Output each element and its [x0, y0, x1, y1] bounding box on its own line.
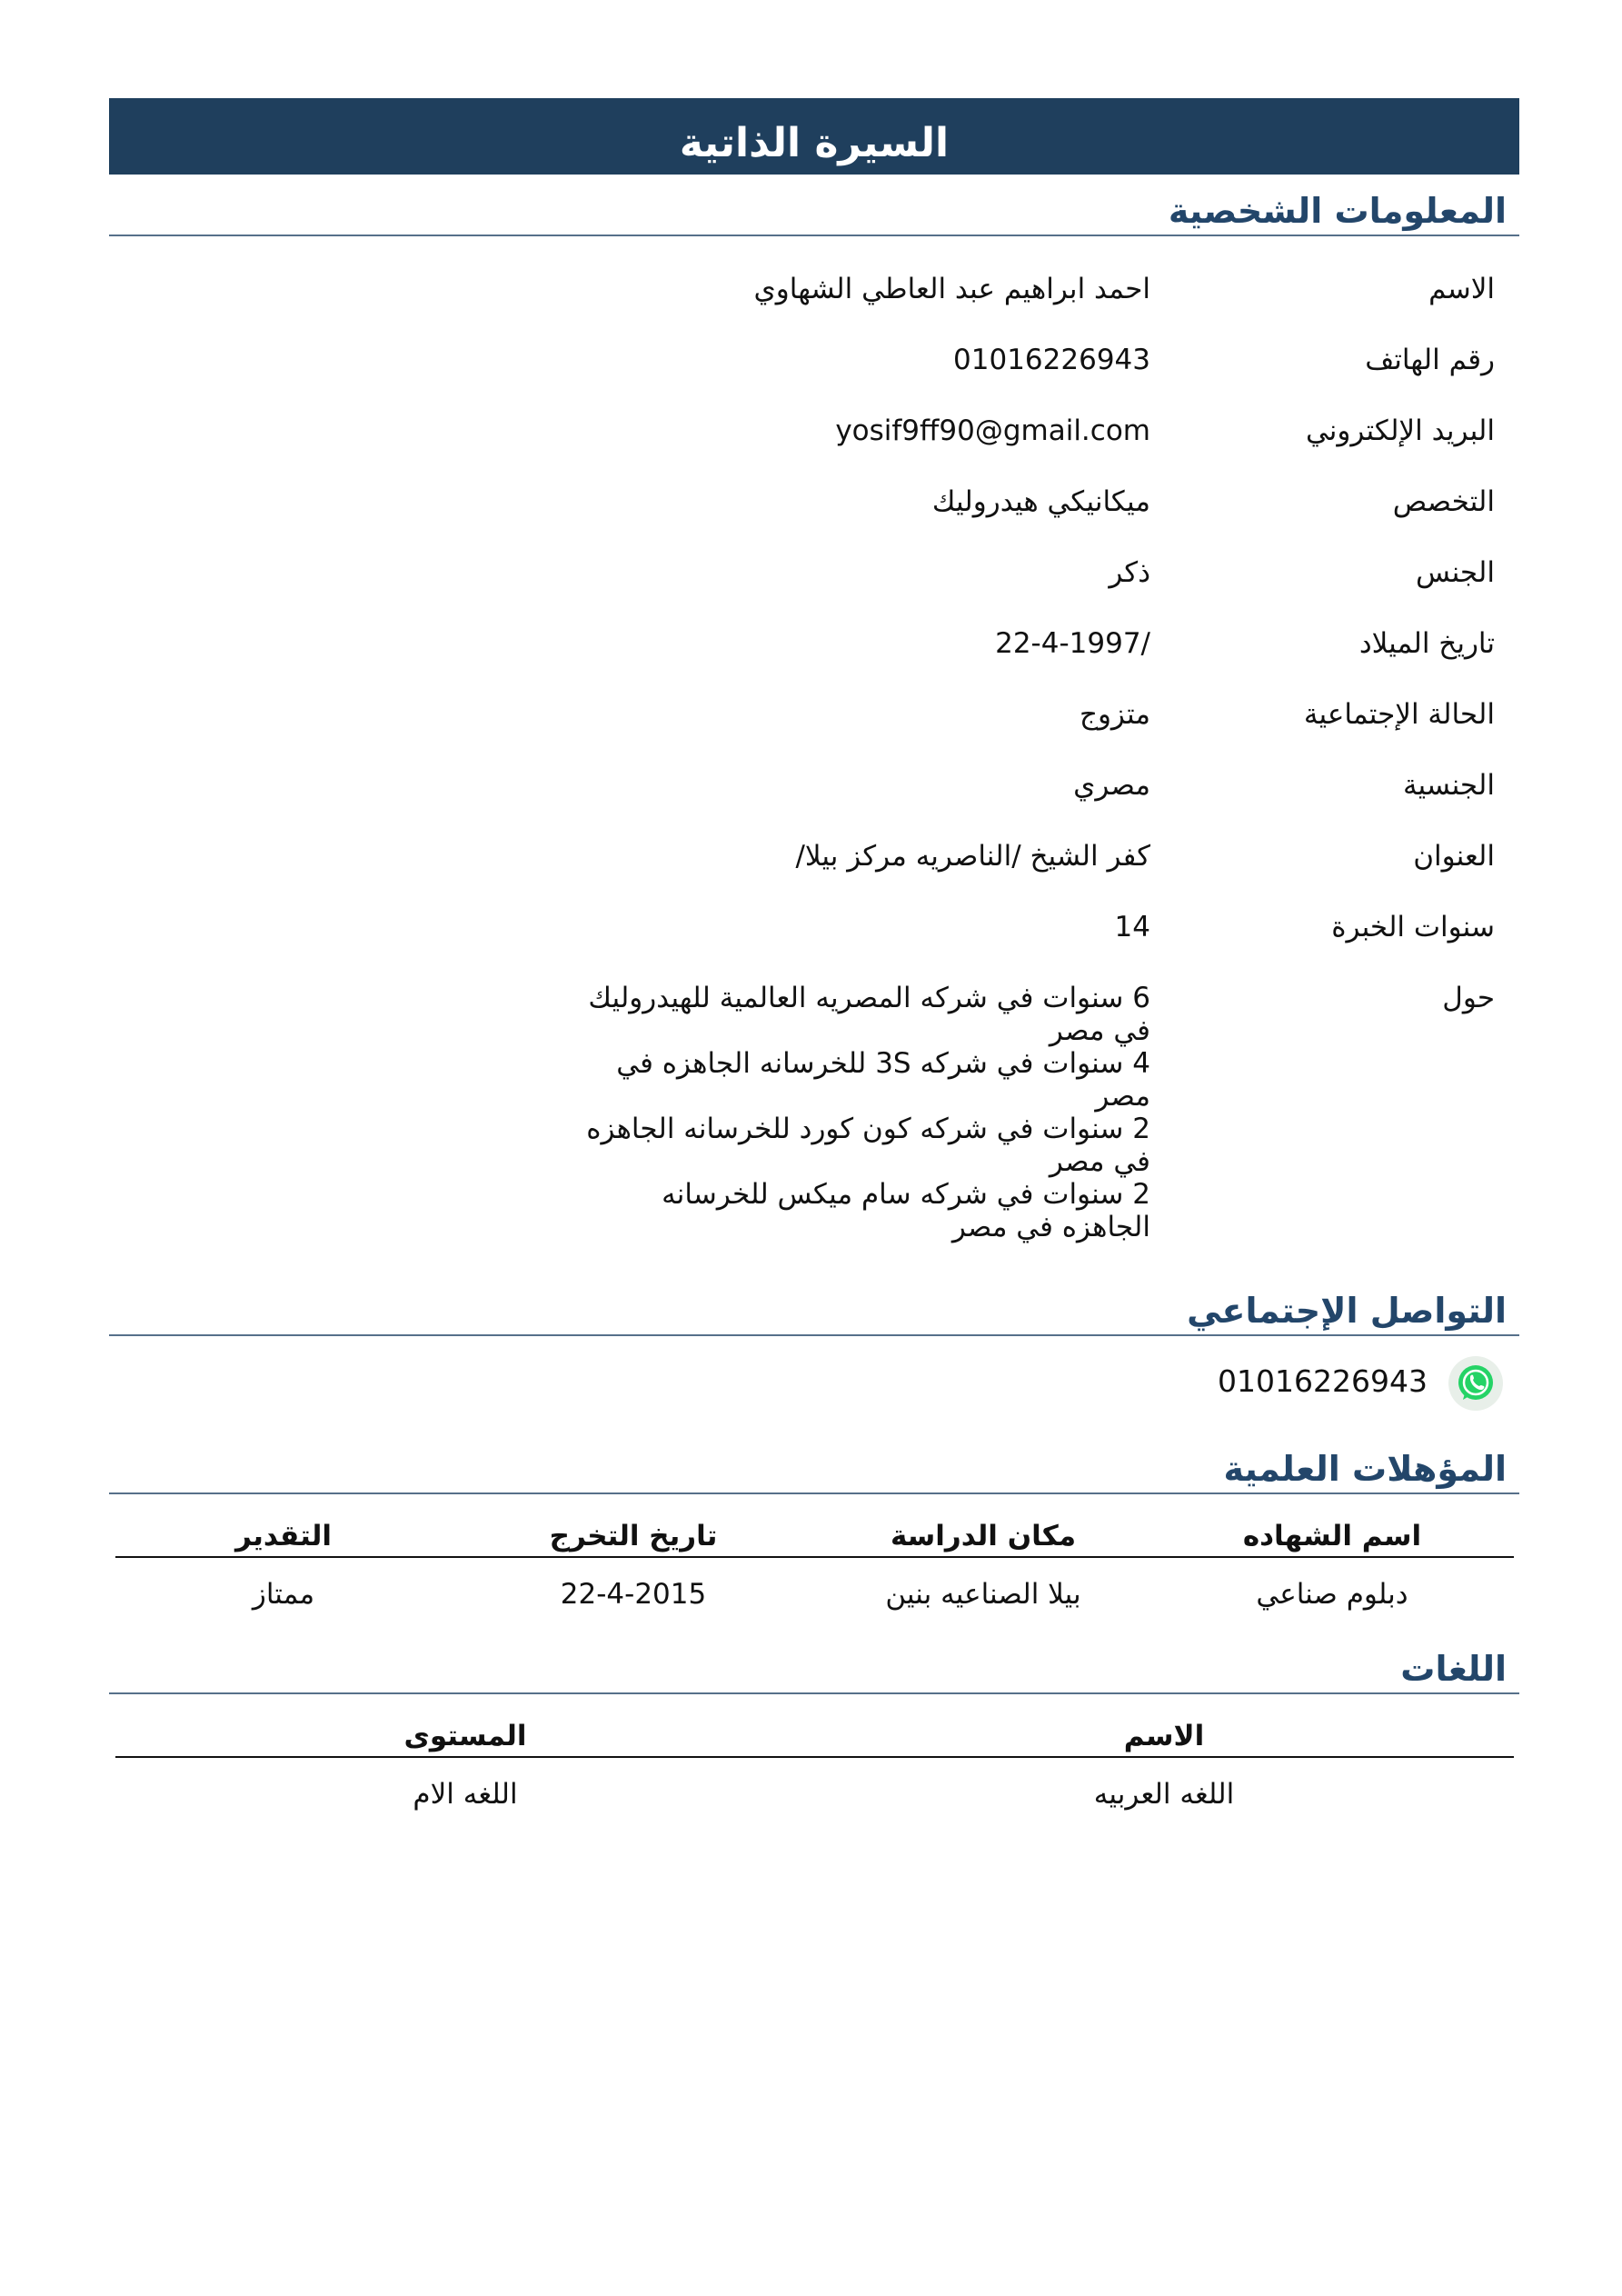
section-heading-social: [109, 1291, 1519, 1336]
page-title: السيرة الذاتية: [109, 98, 1519, 175]
section-heading-languages: [109, 1649, 1519, 1694]
info-value: /22-4-1997: [995, 627, 1150, 660]
table-cell: بيلا الصناعيه بنين: [885, 1578, 1081, 1611]
info-label: الجنسية: [1402, 769, 1495, 802]
info-label: رقم الهاتف: [1365, 344, 1495, 376]
info-label: البريد الإلكتروني: [1305, 414, 1495, 447]
info-value: 14: [1114, 911, 1150, 943]
info-label: العنوان: [1413, 840, 1495, 873]
info-value: احمد ابراهيم عبد العاطي الشهاوي: [753, 273, 1150, 305]
about-line: في مصر: [1049, 1014, 1150, 1047]
table-header-row: [115, 1520, 1514, 1558]
table-cell: دبلوم صناعي: [1256, 1578, 1408, 1611]
info-label: التخصص: [1392, 485, 1495, 518]
table-cell: 22-4-2015: [560, 1578, 707, 1611]
info-label: الاسم: [1428, 273, 1495, 305]
section-heading-label: المعلومات الشخصية: [1168, 191, 1507, 231]
table-header: مكان الدراسة: [890, 1520, 1077, 1552]
section-heading-label: اللغات: [1400, 1649, 1507, 1689]
table-header: المستوى: [403, 1720, 527, 1752]
section-heading-label: المؤهلات العلمية: [1223, 1449, 1507, 1489]
info-value[interactable]: yosif9ff90@gmail.com: [835, 414, 1150, 447]
info-value: 01016226943: [953, 344, 1150, 376]
table-cell: اللغه العربيه: [1093, 1778, 1235, 1811]
languages-table: [115, 1720, 1514, 1820]
info-value: متزوج: [1079, 698, 1150, 731]
section-heading-qualifications: [109, 1449, 1519, 1494]
info-value: مصري: [1073, 769, 1150, 802]
about-line: 2 سنوات في شركه كون كورد للخرسانه الجاهزه: [586, 1113, 1150, 1145]
about-line: الجاهزه في مصر: [951, 1211, 1150, 1243]
info-value: كفر الشيخ /الناصريه مركز بيلا/: [795, 840, 1150, 873]
table-cell: اللغه الام: [413, 1778, 518, 1811]
info-label: الجنس: [1416, 556, 1495, 589]
about-line: في مصر: [1049, 1145, 1150, 1178]
whatsapp-glyph: [1452, 1360, 1499, 1407]
social-row: [109, 1353, 1519, 1414]
table-header: الاسم: [1123, 1720, 1205, 1752]
section-heading-personal: [109, 191, 1519, 236]
about-line: مصر: [1095, 1080, 1150, 1113]
whatsapp-icon[interactable]: [1448, 1356, 1503, 1411]
info-label: سنوات الخبرة: [1331, 911, 1495, 943]
table-header: التقدير: [234, 1520, 333, 1552]
about-line: 2 سنوات في شركه سام ميكس للخرسانه: [662, 1178, 1150, 1211]
table-header: اسم الشهاده: [1242, 1520, 1422, 1552]
info-value: ميكانيكي هيدروليك: [931, 485, 1150, 518]
info-value: ذكر: [1109, 556, 1150, 589]
about-line: 6 سنوات في شركه المصريه العالمية للهيدروليك: [588, 982, 1150, 1014]
table-cell: ممتاز: [252, 1578, 315, 1611]
table-header: تاريخ التخرج: [549, 1520, 718, 1552]
info-label: تاريخ الميلاد: [1358, 627, 1495, 660]
qualifications-table: [115, 1520, 1514, 1620]
whatsapp-phone[interactable]: 01016226943: [1218, 1363, 1428, 1399]
about-line: 4 سنوات في شركه 3S للخرسانه الجاهزه في: [616, 1047, 1150, 1080]
info-label: الحالة الإجتماعية: [1303, 698, 1495, 731]
info-label: حول: [1442, 982, 1495, 1014]
table-header-row: [115, 1720, 1514, 1758]
section-heading-label: التواصل الإجتماعي: [1187, 1291, 1507, 1331]
